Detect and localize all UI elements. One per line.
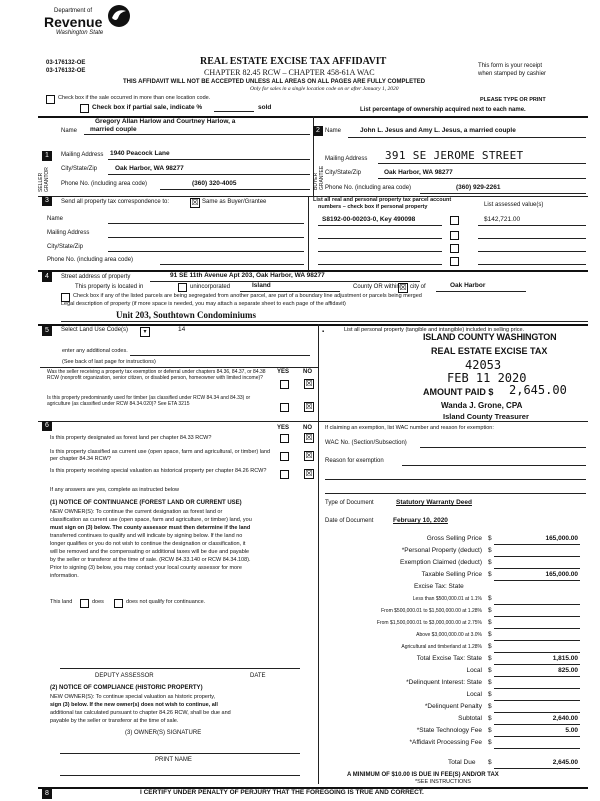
street-address-value: 91 SE 11th Avenue Apt 203, Oak Harbor, WA 98277 (170, 272, 325, 279)
s6-q1-yes-checkbox[interactable] (280, 434, 289, 443)
buyer-name-label: Name (325, 128, 342, 134)
notice-1-line: Prior to signing (3) below, you may contact your local county assessor for more (50, 565, 242, 571)
logo-state-label: Washington State (56, 30, 104, 36)
document-date-label: Date of Document (325, 518, 374, 524)
buyer-city-value: Oak Harbor, WA 98277 (384, 169, 453, 176)
personal-property-checkbox-3[interactable] (450, 244, 459, 253)
reason-exemption-label: Reason for exemption (325, 458, 384, 464)
delinquent-interest-state-dollar: $ (488, 679, 492, 686)
legal-description-label: Legal description of property (if more space is needed, you may attach a separate sheet to each page of the affidavit) (61, 301, 346, 307)
stamp-line-1: ISLAND COUNTY WASHINGTON (423, 332, 557, 342)
stamp-amount-value: 2,645.00 (509, 383, 567, 397)
excise-tax-state-header: Excise Tax: State (414, 583, 464, 590)
parcel-value: S8192-00-00203-0, Key 490098 (322, 216, 416, 223)
notice-1-line: will be removed and the compensating or additional taxes will be due and payable (50, 549, 250, 555)
s3-name-label: Name (47, 216, 64, 222)
personal-property-checkbox-1[interactable] (450, 216, 459, 225)
delinquent-penalty-label: *Delinquent Penalty (424, 703, 482, 710)
subtotal-label: Subtotal (458, 715, 482, 722)
total-due-value: 2,645.00 (552, 759, 578, 766)
assessed-header: List assessed value(s) (484, 202, 544, 208)
notice-1-line: classification as current use (open space, farm and agriculture, or timber) land, you (50, 517, 252, 523)
notice-2-title: (2) NOTICE OF COMPLIANCE (HISTORIC PROPERTY) (50, 685, 203, 691)
does-qualify-checkbox[interactable] (80, 599, 89, 608)
seller-city-value: Oak Harbor, WA 98277 (115, 165, 184, 172)
gross-selling-price-dollar: $ (488, 535, 492, 542)
local-tax-value: 825.00 (558, 667, 578, 674)
notice-1-line: NEW OWNER(S): To continue the current designation as forest land or (50, 509, 223, 515)
land-use-label: Select Land Use Code(s) (61, 327, 129, 333)
seller-city-label: City/State/Zip (61, 166, 98, 172)
buyer-mailing-value: 391 SE JEROME STREET (385, 149, 524, 162)
additional-codes-label: enter any additional codes. (62, 348, 128, 354)
form-chapter: CHAPTER 82.45 RCW – CHAPTER 458-61A WAC (204, 68, 375, 77)
buyer-phone-label: Phone No. (including area code) (325, 185, 412, 191)
total-excise-state-dollar: $ (488, 655, 492, 662)
s5-q1-yes-checkbox[interactable] (280, 380, 289, 389)
s5-q2-no-checkbox[interactable]: ☒ (305, 402, 313, 411)
state-technology-fee-value: 5.00 (565, 727, 578, 734)
notice-2-line: sign (3) below. If the new owner(s) does not wish to continue, all (50, 702, 218, 708)
bracket-3-dollar: $ (488, 619, 492, 626)
delinquent-interest-local-dollar: $ (488, 691, 492, 698)
land-use-value: 14 (178, 326, 186, 333)
total-due-dollar: $ (488, 759, 492, 766)
s6-q2-no-checkbox[interactable]: ☒ (305, 451, 313, 460)
delinquent-penalty-dollar: $ (488, 703, 492, 710)
s6-question-1: Is this property designated as forest land per chapter 84.33 RCW? (50, 435, 212, 441)
document-type-label: Type of Document (325, 500, 374, 506)
county-or-within-label: County OR within (353, 284, 400, 290)
stamp-office: Island County Treasurer (443, 412, 529, 421)
stamp-date: FEB 11 2020 (447, 371, 527, 385)
receipt-note-2: when stamped by cashier (478, 71, 547, 77)
receipt-note-1: This form is your receipt (478, 63, 543, 69)
revenue-logo (40, 4, 140, 44)
unincorporated-checkbox[interactable] (178, 283, 187, 292)
same-as-buyer-label: Same as Buyer/Grantee (202, 199, 267, 205)
exemption-claim-label: If claiming an exemption, list WAC number and reason for exemption: (325, 425, 494, 431)
bracket-4-label: Above $3,000,000.00 at 3.0% (416, 632, 482, 638)
s6-question-2: Is this property classified as current use (open space, farm and agricultural, or timber) land per chapter 84.34 RCW? (50, 449, 271, 462)
print-name-label: PRINT NAME (155, 757, 192, 763)
s3-phone-label: Phone No. (including area code) (47, 257, 134, 263)
this-land-label: This land (50, 599, 73, 605)
exemption-claimed-dollar: $ (488, 559, 492, 566)
delinquent-interest-state-label: *Delinquent Interest: State (406, 679, 482, 686)
same-as-buyer-checkbox[interactable]: ☒ (191, 198, 199, 207)
taxable-selling-price-dollar: $ (488, 571, 492, 578)
seller-name-line2: married couple (90, 126, 137, 133)
segregated-label: Check box if any of the listed parcels are being segregated from another parcel, are part of a boundary line adjustment or parcels being merged (73, 293, 422, 299)
treasurer-stamp (425, 330, 595, 430)
does-not-qualify-checkbox[interactable] (114, 599, 123, 608)
state-technology-fee-label: *State Technology Fee (416, 727, 482, 734)
bracket-5-label: Agricultural and timberland at 1.28% (401, 644, 482, 650)
personal-property-checkbox-2[interactable] (450, 231, 459, 240)
see-instructions-note: *SEE INSTRUCTIONS (415, 779, 471, 785)
personal-property-label: List all personal property (tangible and intangible) included in selling price. (344, 327, 525, 333)
see-back-label: (See back of last page for instructions) (62, 359, 156, 365)
notice-1-line: transferred continues to qualify and will indicate by signing below. If the land no (50, 533, 243, 539)
seller-mailing-label: Mailing Address (61, 152, 104, 158)
seller-phone-value: (360) 320-4005 (192, 180, 237, 187)
located-in-label: This property is located in (75, 284, 144, 290)
multiple-location-checkbox[interactable] (46, 95, 55, 104)
subtotal-dollar: $ (488, 715, 492, 722)
affidavit-processing-fee-dollar: $ (488, 739, 492, 746)
personal-property-checkbox-4[interactable] (450, 257, 459, 266)
personal-property-deduct-label: *Personal Property (deduct) (401, 547, 482, 554)
s5-right-checkbox-mark: ▪ (322, 329, 325, 335)
stamp-line-2: REAL ESTATE EXCISE TAX (431, 346, 548, 356)
notice-1-line: by the seller or transferor at the time of sale. (RCW 84.33.140 or RCW 84.34.108). (50, 557, 251, 563)
bracket-5-dollar: $ (488, 643, 492, 650)
if-any-yes-label: If any answers are yes, complete as instructed below (50, 487, 180, 493)
seller-phone-label: Phone No. (including area code) (61, 181, 148, 187)
unincorporated-label: unincorporated (190, 284, 231, 290)
sold-label: sold (258, 104, 272, 111)
personal-property-deduct-dollar: $ (488, 547, 492, 554)
stamp-signer: Wanda J. Grone, CPA (441, 401, 523, 410)
land-use-dropdown-icon[interactable]: ▾ (140, 327, 150, 337)
bracket-4-dollar: $ (488, 631, 492, 638)
document-date-value: February 10, 2020 (393, 517, 448, 524)
section-1-number: 1 (42, 151, 52, 161)
seller-name-label: Name (61, 128, 78, 134)
s3-mailing-label: Mailing Address (47, 230, 90, 236)
parcel-header-2: numbers – check box if personal property (318, 204, 428, 210)
buyer-city-label: City/State/Zip (325, 170, 362, 176)
s5-yes-header: YES (277, 369, 290, 375)
seller-mailing-value: 1940 Peacock Lane (110, 150, 170, 157)
document-type-value: Statutory Warranty Deed (396, 499, 472, 506)
gross-selling-price-label: Gross Selling Price (426, 535, 482, 542)
send-correspondence-label: Send all property tax correspondence to: (61, 199, 170, 205)
total-due-label: Total Due (448, 759, 476, 766)
notice-1-line: must sign on (3) below. The county assessor must then determine if the land (50, 525, 251, 531)
total-excise-state-label: Total Excise Tax: State (416, 655, 482, 662)
affidavit-processing-fee-label: *Affidavit Processing Fee (409, 739, 482, 746)
multiple-location-label: Check box if the sale occurred in more than one location code. (58, 95, 211, 101)
buyer-phone-value: (360) 929-2261 (456, 184, 501, 191)
does-not-label: does not qualify for continuance. (126, 599, 206, 605)
state-technology-fee-dollar: $ (488, 727, 492, 734)
taxable-selling-price-value: 165,000.00 (545, 571, 578, 578)
stamp-amount-label: AMOUNT PAID $ (423, 387, 494, 397)
section-5-number: 5 (42, 326, 52, 336)
delinquent-interest-local-label: Local (466, 691, 482, 698)
notice-1-line: information. (50, 573, 79, 579)
s5-question-2: Is this property predominantly used for timber (as classified under RCW 84.34 and 84.33) or agriculture (as classified under RCW 84.34.020)? See ETA 3215 (47, 395, 251, 407)
partial-sale-label: Check box if partial sale, indicate % (92, 104, 203, 111)
form-id-2: 03-176132-OE (46, 68, 86, 74)
partial-sale-checkbox[interactable] (80, 104, 89, 113)
total-excise-state-value: 1,815.00 (552, 655, 578, 662)
assessor-date-label: DATE (250, 673, 266, 679)
s6-yes-header: YES (277, 425, 290, 431)
logo-revenue-label: Revenue (44, 14, 103, 30)
section-8-number: 8 (42, 789, 52, 799)
section-4-number: 4 (42, 272, 52, 282)
buyer-mailing-label: Mailing Address (325, 156, 368, 162)
notice-2-body (50, 693, 315, 725)
s5-q1-no-checkbox[interactable]: ☒ (305, 379, 313, 388)
s6-q3-yes-checkbox[interactable] (280, 470, 289, 479)
section-6-number: 6 (42, 421, 52, 431)
please-type: PLEASE TYPE OR PRINT (480, 97, 546, 103)
s6-question-3: Is this property receiving special valuation as historical property per chapter 84.26 RCW? (50, 468, 267, 474)
bracket-1-dollar: $ (488, 595, 492, 602)
notice-1-title: (1) NOTICE OF CONTINUANCE (FOREST LAND OR CURRENT USE) (50, 500, 242, 506)
s6-q3-no-checkbox[interactable]: ☒ (305, 469, 313, 478)
county-value: Island (252, 282, 271, 289)
bracket-3-label: From $1,500,000.01 to $3,000,000.00 at 2.75% (376, 620, 482, 626)
s6-no-header: NO (303, 425, 312, 431)
s6-q2-yes-checkbox[interactable] (280, 452, 289, 461)
logo-dept-label: Department of (54, 8, 93, 14)
exemption-claimed-label: Exemption Claimed (deduct) (399, 559, 482, 566)
taxable-selling-price-label: Taxable Selling Price (421, 571, 482, 578)
gross-selling-price-value: 165,000.00 (545, 535, 578, 542)
notice-1-body (50, 508, 315, 580)
seller-grantor-label: SELLER GRANTOR (38, 167, 50, 192)
notice-1-line: longer qualifies or you do not wish to continue the designation or classification, it (50, 541, 246, 547)
tax-calculation (318, 534, 588, 746)
s5-question-1: Was the seller receiving a property tax exemption or deferral under chapters 84.36, 84.37, or 84.38 RCW (nonprofit organization, senior citizen, or disabled person, homeowner with limited income)? (47, 369, 266, 381)
s5-no-header: NO (303, 369, 312, 375)
form-title: REAL ESTATE EXCISE TAX AFFIDAVIT (200, 56, 387, 67)
form-id-1: 03-176132-OE (46, 60, 86, 66)
within-city-checkbox[interactable]: ☒ (399, 283, 407, 292)
buyer-grantee-label: BUYER GRANTEE (313, 165, 325, 190)
local-tax-label: Local (466, 667, 482, 674)
stamp-receipt-number: 42053 (465, 358, 502, 372)
notice-2-line: additional tax calculated pursuant to chapter 84.26 RCW, shall be due and (50, 710, 231, 716)
minimum-fee-note: A MINIMUM OF $10.00 IS DUE IN FEE(S) AND/OR TAX (347, 772, 499, 778)
parcel-header-1: List all real and personal property tax parcel account (313, 197, 452, 203)
s6-q1-no-checkbox[interactable]: ☒ (305, 433, 313, 442)
city-value: Oak Harbor (450, 282, 486, 289)
does-label: does (92, 599, 104, 605)
notice-2-line: payable by the seller or transferor at the time of sale. (50, 718, 179, 724)
s3-city-label: City/State/Zip (47, 244, 84, 250)
deputy-assessor-label: DEPUTY ASSESSOR (95, 673, 154, 679)
certify-statement: I CERTIFY UNDER PENALTY OF PERJURY THAT THE FOREGOING IS TRUE AND CORRECT. (140, 789, 424, 796)
street-address-label: Street address of property (61, 274, 131, 280)
bracket-2-label: From $500,000.01 to $1,500,000.00 at 1.28% (381, 608, 482, 614)
only-sales-note: Only for sales in a single location code on or after January 1, 2020 (250, 86, 399, 92)
legal-description-value: Unit 203, Southtown Condominiums (116, 310, 257, 320)
list-percentage: List percentage of ownership acquired next to each name. (360, 107, 526, 113)
form-warning: THIS AFFIDAVIT WILL NOT BE ACCEPTED UNLESS ALL AREAS ON ALL PAGES ARE FULLY COMPLETED (123, 79, 426, 85)
washington-swirl-icon (106, 4, 132, 28)
buyer-name-value: John L. Jesus and Amy L. Jesus, a married couple (360, 127, 516, 134)
owner-signature-label: (3) OWNER(S) SIGNATURE (125, 730, 202, 736)
bracket-1-label: Less than $500,000.01 at 1.1% (412, 596, 482, 602)
section-3-number: 3 (42, 196, 52, 206)
wac-number-label: WAC No. (Section/Subsection) (325, 440, 407, 446)
section-2-number: 2 (313, 126, 323, 136)
seller-name-line1: Gregory Allan Harlow and Courtney Harlow, a (95, 118, 236, 125)
notice-2-line: NEW OWNER(S): To continue special valuation as historic property, (50, 694, 216, 700)
city-of-label: city of (410, 284, 426, 290)
s5-q2-yes-checkbox[interactable] (280, 403, 289, 412)
local-tax-dollar: $ (488, 667, 492, 674)
bracket-2-dollar: $ (488, 607, 492, 614)
subtotal-value: 2,640.00 (552, 715, 578, 722)
assessed-value: $142,721.00 (484, 216, 521, 223)
